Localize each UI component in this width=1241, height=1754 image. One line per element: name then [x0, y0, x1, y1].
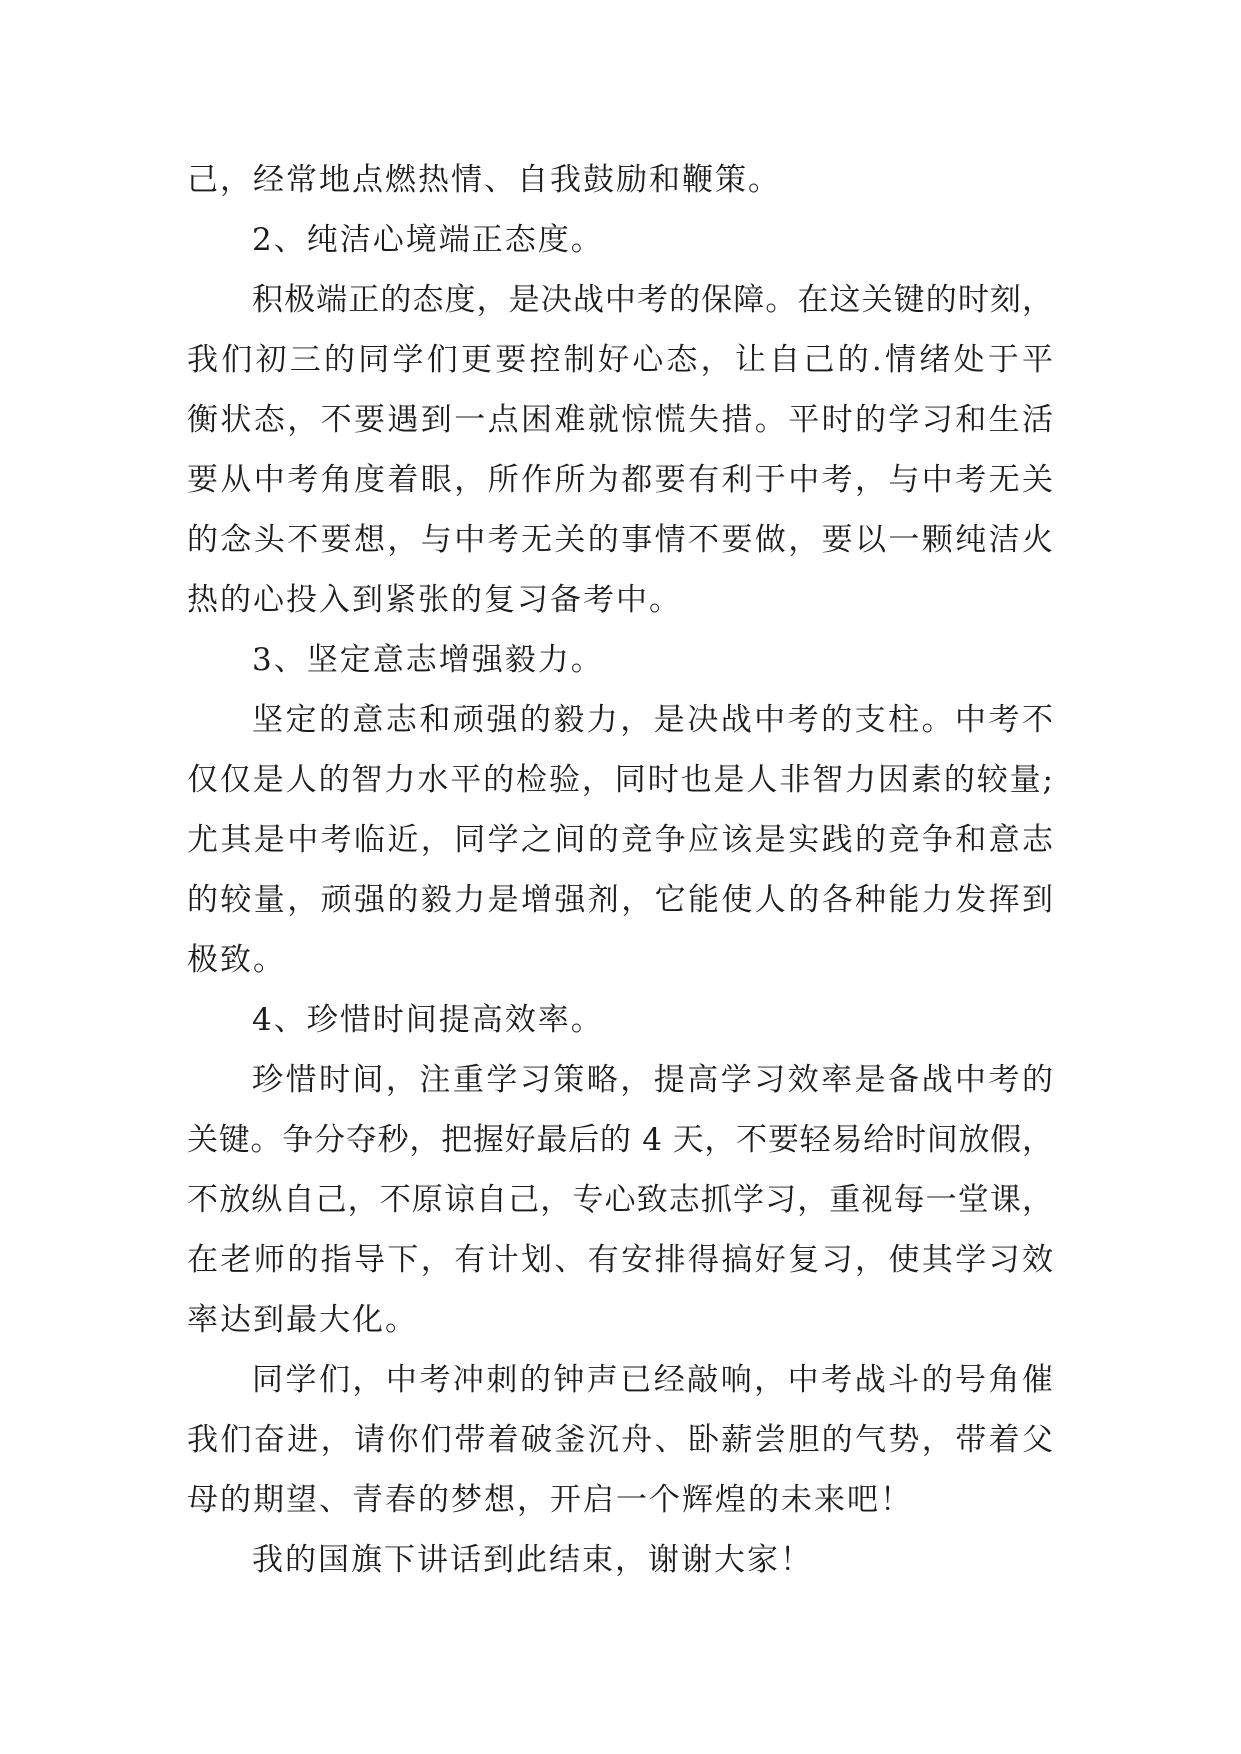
text-line: 珍惜时间，注重学习策略，提高学习效率是备战中考的 — [252, 1062, 1053, 1098]
paragraph — [187, 270, 1053, 630]
paragraph — [187, 1050, 1053, 1350]
paragraph — [187, 630, 1053, 690]
text-line: 我的国旗下讲话到此结束，谢谢大家！ — [252, 1542, 813, 1578]
text-line: 关键。争分夺秒，把握好最后的 4 天，不要轻易给时间放假， — [187, 1122, 1053, 1158]
text-line: 的较量，顽强的毅力是增强剂，它能使人的各种能力发挥到 — [187, 882, 1053, 918]
paragraph — [187, 990, 1053, 1050]
paragraph — [187, 150, 1053, 210]
document-body — [187, 150, 1053, 1590]
text-line: 仅仅是人的智力水平的检验，同时也是人非智力因素的较量; — [187, 762, 1053, 798]
text-line: 积极端正的态度，是决战中考的保障。在这关键的时刻， — [252, 282, 1053, 318]
text-line: 衡状态，不要遇到一点困难就惊慌失措。平时的学习和生活 — [187, 402, 1053, 438]
section-heading: 3、坚定意志增强毅力。 — [252, 642, 604, 678]
text-line: 己，经常地点燃热情、自我鼓励和鞭策。 — [187, 162, 781, 198]
text-line: 母的期望、青春的梦想，开启一个辉煌的未来吧！ — [187, 1482, 913, 1518]
text-line: 在老师的指导下，有计划、有安排得搞好复习，使其学习效 — [187, 1242, 1053, 1278]
text-line: 我们初三的同学们更要控制好心态，让自己的.情绪处于平 — [187, 342, 1053, 378]
text-line: 率达到最大化。 — [187, 1302, 418, 1338]
paragraph — [187, 210, 1053, 270]
text-line: 我们奋进，请你们带着破釜沉舟、卧薪尝胆的气势，带着父 — [187, 1422, 1053, 1458]
paragraph — [187, 1530, 1053, 1590]
section-heading: 2、纯洁心境端正态度。 — [252, 222, 604, 258]
text-line: 的念头不要想，与中考无关的事情不要做，要以一颗纯洁火 — [187, 522, 1053, 558]
text-line: 要从中考角度着眼，所作所为都要有利于中考，与中考无关 — [187, 462, 1053, 498]
text-line: 同学们，中考冲刺的钟声已经敲响，中考战斗的号角催 — [252, 1362, 1053, 1398]
text-line: 尤其是中考临近，同学之间的竞争应该是实践的竞争和意志 — [187, 822, 1053, 858]
text-line: 坚定的意志和顽强的毅力，是决战中考的支柱。中考不 — [252, 702, 1053, 738]
text-line: 不放纵自己，不原谅自己，专心致志抓学习，重视每一堂课， — [187, 1182, 1053, 1218]
text-line: 极致。 — [187, 942, 286, 978]
paragraph — [187, 1350, 1053, 1530]
text-line: 热的心投入到紧张的复习备考中。 — [187, 582, 682, 618]
section-heading: 4、珍惜时间提高效率。 — [252, 1002, 604, 1038]
paragraph — [187, 690, 1053, 990]
